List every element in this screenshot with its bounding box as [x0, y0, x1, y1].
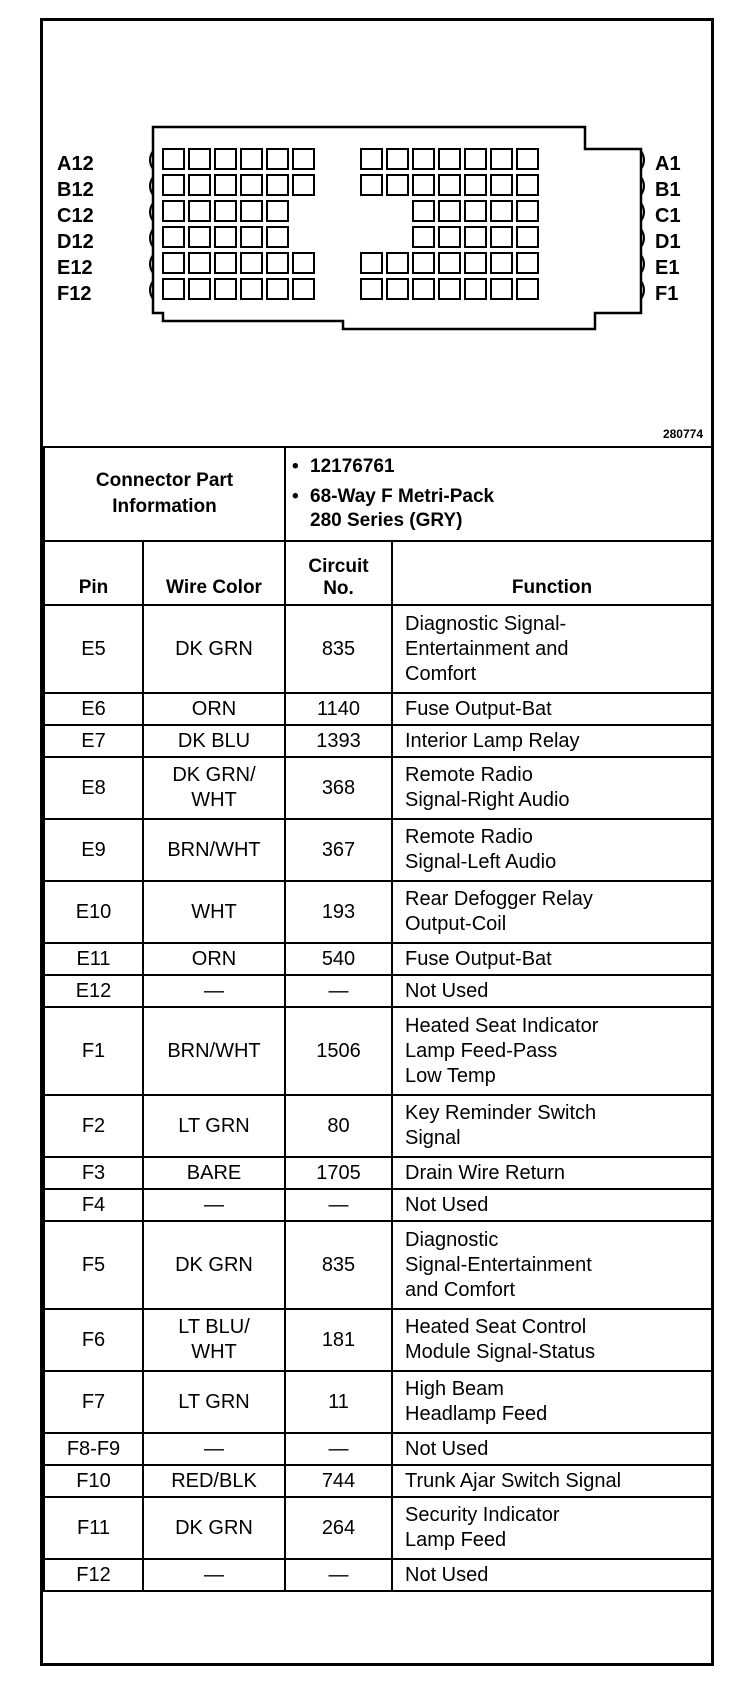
wire-color-line: — [204, 1437, 224, 1460]
function-line: Not Used [405, 1193, 489, 1216]
function-line: Fuse Output-Bat [405, 697, 552, 720]
row-label-left: B12 [57, 179, 94, 201]
pin-cavity [293, 149, 314, 169]
wire-color-cell [143, 1095, 285, 1157]
pin-cell: F6 [44, 1309, 143, 1371]
table-row [44, 1559, 712, 1591]
circuit-cell: 11 [285, 1371, 392, 1433]
header-wire-color: Wire Color [143, 541, 285, 605]
circuit-cell: 193 [285, 881, 392, 943]
pin-cavity [491, 175, 512, 195]
function-line: and Comfort [405, 1278, 516, 1301]
wire-color-line: DK GRN/ [172, 764, 256, 786]
function-line: Signal-Left Audio [405, 851, 557, 873]
function-line: Signal [405, 1127, 461, 1149]
table-row [44, 605, 712, 693]
pin-cavity [241, 279, 262, 299]
circuit-cell: 835 [285, 1221, 392, 1309]
circuit-cell: — [285, 975, 392, 1007]
pin-cavity [517, 227, 538, 247]
circuit-cell: 1705 [285, 1157, 392, 1189]
function-line: Remote Radio [405, 764, 533, 786]
pin-cavity [215, 201, 236, 221]
pin-cavity [163, 227, 184, 247]
wire-color-line: LT GRN [178, 1114, 250, 1137]
row-label-right: E1 [655, 257, 680, 279]
wire-color-cell [143, 881, 285, 943]
table-row [44, 1309, 712, 1371]
connector-info-details [285, 447, 712, 541]
pin-cell: F10 [44, 1465, 143, 1497]
wire-color-line: — [204, 979, 224, 1002]
wire-color-line: ORN [191, 697, 237, 720]
pin-cavity [491, 149, 512, 169]
pin-cavity [163, 279, 184, 299]
pin-cavity [293, 279, 314, 299]
header-circuit-no: Circuit No. [285, 541, 392, 605]
pin-cavity [189, 175, 210, 195]
row-label-right: B1 [655, 179, 681, 201]
pin-cavity [413, 201, 434, 221]
function-line: Heated Seat Indicator [405, 1014, 599, 1037]
circuit-cell: — [285, 1189, 392, 1221]
connector-description-cont: 280 Series (GRY) [310, 510, 463, 531]
pin-cavity [465, 253, 486, 273]
pin-cavity [465, 149, 486, 169]
wire-color-cell [143, 975, 285, 1007]
table-row [44, 975, 712, 1007]
function-line: Lamp Feed-Pass [405, 1039, 558, 1062]
pin-cell: E12 [44, 975, 143, 1007]
table-row [44, 943, 712, 975]
pin-cavity [491, 279, 512, 299]
pin-cavity [189, 201, 210, 221]
pin-cavity [439, 201, 460, 221]
function-line: Lamp Feed [405, 1529, 507, 1551]
function-line: Not Used [405, 1563, 489, 1586]
function-line: Headlamp Feed [405, 1403, 548, 1425]
circuit-cell: 835 [285, 605, 392, 693]
pin-cavity [439, 253, 460, 273]
pin-cavity [361, 175, 382, 195]
pinout-table [43, 446, 713, 1592]
function-cell [392, 943, 712, 975]
pin-cavity [517, 279, 538, 299]
pin-cavity [517, 149, 538, 169]
function-cell [392, 1095, 712, 1157]
pin-cell: F3 [44, 1157, 143, 1189]
function-line: Key Reminder Switch [405, 1102, 597, 1124]
circuit-cell: — [285, 1433, 392, 1465]
wire-color-line: — [204, 1563, 224, 1586]
wire-color-line: BRN/WHT [167, 838, 261, 861]
circuit-cell: 80 [285, 1095, 392, 1157]
connector-info-row [44, 447, 712, 541]
function-line: Drain Wire Return [405, 1161, 566, 1184]
row-label-right: F1 [655, 283, 679, 305]
pin-cavity [189, 279, 210, 299]
wire-color-cell [143, 693, 285, 725]
table-row [44, 1095, 712, 1157]
wire-color-line: — [204, 1193, 224, 1216]
pin-cavity [267, 279, 288, 299]
function-line: Not Used [405, 1437, 489, 1460]
header-row [44, 541, 712, 605]
function-cell [392, 725, 712, 757]
pin-cavity [413, 149, 434, 169]
pin-cavity [413, 279, 434, 299]
wire-color-cell [143, 1189, 285, 1221]
circuit-cell: 1506 [285, 1007, 392, 1095]
connector-description: 68-Way F Metri-Pack [310, 486, 495, 507]
pin-cell: F7 [44, 1371, 143, 1433]
function-line: Trunk Ajar Switch Signal [405, 1469, 622, 1492]
wire-color-cell [143, 725, 285, 757]
pin-cavity [465, 175, 486, 195]
description-line: • 68-Way F Metri-Pack [292, 486, 495, 507]
pin-cavity [267, 253, 288, 273]
wire-color-cell [143, 757, 285, 819]
circuit-cell: 368 [285, 757, 392, 819]
pin-cavity [267, 227, 288, 247]
function-line: Low Temp [405, 1064, 496, 1087]
pin-cell: F11 [44, 1497, 143, 1559]
table-row [44, 1221, 712, 1309]
pin-cavity [215, 149, 236, 169]
pin-cavity [189, 149, 210, 169]
wire-color-cell [143, 1309, 285, 1371]
pin-cavity [387, 175, 408, 195]
row-label-left: C12 [57, 205, 94, 227]
pin-cavity [491, 227, 512, 247]
wire-color-line: ORN [191, 947, 237, 970]
pin-cell: F2 [44, 1095, 143, 1157]
pin-cavity [465, 227, 486, 247]
function-line: Security Indicator [405, 1504, 560, 1526]
wire-color-cell [143, 605, 285, 693]
function-line: Fuse Output-Bat [405, 947, 552, 970]
wire-color-cell [143, 1465, 285, 1497]
figure-number: 280774 [662, 427, 703, 441]
pin-cell: E8 [44, 757, 143, 819]
pin-cell: F1 [44, 1007, 143, 1095]
table-row [44, 757, 712, 819]
function-line: Rear Defogger Relay [405, 888, 593, 910]
pin-cell: E11 [44, 943, 143, 975]
pin-cavity [189, 253, 210, 273]
pin-cavity [189, 227, 210, 247]
wire-color-line: DK GRN [175, 637, 253, 660]
pin-cavity [163, 253, 184, 273]
function-cell [392, 1465, 712, 1497]
header-function: Function [392, 541, 712, 605]
pin-cavity [413, 253, 434, 273]
pin-cavity [439, 149, 460, 169]
table-row [44, 1497, 712, 1559]
pin-cavity [517, 201, 538, 221]
pin-cavity [241, 175, 262, 195]
table-row [44, 1371, 712, 1433]
table-row [44, 881, 712, 943]
circuit-cell: 264 [285, 1497, 392, 1559]
pin-cavity [413, 175, 434, 195]
pin-cavity [361, 253, 382, 273]
pin-cavity [267, 201, 288, 221]
function-cell [392, 1433, 712, 1465]
pin-cavity [215, 279, 236, 299]
wire-color-cell [143, 1007, 285, 1095]
pin-cavity [163, 175, 184, 195]
pin-cavity [517, 175, 538, 195]
pin-cell: F12 [44, 1559, 143, 1591]
wire-color-cell [143, 1497, 285, 1559]
table-row [44, 693, 712, 725]
function-line: Entertainment and [405, 637, 569, 660]
function-line: Module Signal-Status [405, 1341, 596, 1363]
pin-cell: E6 [44, 693, 143, 725]
connector-diagram [43, 21, 711, 446]
function-cell [392, 1007, 712, 1095]
circuit-cell: 744 [285, 1465, 392, 1497]
header-pin: Pin [44, 541, 143, 605]
pin-cavity [267, 175, 288, 195]
pin-cavity [465, 201, 486, 221]
circuit-cell: 540 [285, 943, 392, 975]
wire-color-line: DK BLU [177, 729, 251, 752]
wire-color-cell [143, 819, 285, 881]
pin-cavity [215, 253, 236, 273]
pin-cavity [293, 253, 314, 273]
function-cell [392, 975, 712, 1007]
row-label-left: A12 [57, 153, 94, 175]
function-line: Interior Lamp Relay [405, 729, 580, 752]
function-line: Heated Seat Control [405, 1316, 587, 1338]
row-label-left: D12 [57, 231, 94, 253]
function-line: Diagnostic [405, 1228, 499, 1251]
circuit-cell: 1140 [285, 693, 392, 725]
pin-cavity [439, 227, 460, 247]
table-row [44, 1433, 712, 1465]
pin-cavity [163, 201, 184, 221]
page-frame [40, 18, 714, 1666]
pin-cavity [241, 201, 262, 221]
pin-cavity [215, 227, 236, 247]
connector-outline [43, 21, 711, 446]
function-cell [392, 693, 712, 725]
circuit-cell: 181 [285, 1309, 392, 1371]
function-cell [392, 1157, 712, 1189]
pin-cavity [293, 175, 314, 195]
table-row [44, 1465, 712, 1497]
pin-cavity [215, 175, 236, 195]
pin-cavity [387, 253, 408, 273]
pin-cell: E10 [44, 881, 143, 943]
table-row [44, 1157, 712, 1189]
pin-cavity [163, 149, 184, 169]
wire-color-line: BRN/WHT [167, 1039, 261, 1062]
pin-cavity [361, 149, 382, 169]
circuit-cell: — [285, 1559, 392, 1591]
pin-cell: F8-F9 [44, 1433, 143, 1465]
wire-color-line: LT BLU/ [178, 1316, 250, 1338]
pin-cell: F4 [44, 1189, 143, 1221]
function-cell [392, 1371, 712, 1433]
pin-cavity [439, 279, 460, 299]
function-cell [392, 1221, 712, 1309]
pin-cavity [387, 149, 408, 169]
function-line: Signal-Right Audio [405, 789, 570, 811]
function-cell [392, 1559, 712, 1591]
function-line: Signal-Entertainment [405, 1253, 592, 1276]
wire-color-line: WHT [191, 900, 237, 923]
wire-color-line: WHT [191, 789, 237, 811]
pin-cell: E5 [44, 605, 143, 693]
table-row [44, 725, 712, 757]
wire-color-line: DK GRN [175, 1253, 253, 1276]
connector-info-label: Connector Part Information [44, 447, 285, 541]
function-cell [392, 881, 712, 943]
pin-cell: F5 [44, 1221, 143, 1309]
row-label-left: F12 [57, 283, 92, 305]
table-body [44, 605, 712, 1591]
pin-cell: E9 [44, 819, 143, 881]
part-number: 12176761 [310, 456, 395, 477]
pin-cavity [465, 279, 486, 299]
circuit-cell: 1393 [285, 725, 392, 757]
row-label-right: A1 [655, 153, 681, 175]
wire-color-line: BARE [186, 1161, 242, 1184]
wire-color-line: WHT [191, 1341, 237, 1363]
pin-cavity [491, 253, 512, 273]
row-label-right: C1 [655, 205, 681, 227]
pin-cavity [517, 253, 538, 273]
table-row [44, 1007, 712, 1095]
function-line: Output-Coil [405, 913, 507, 935]
pin-cavity [491, 201, 512, 221]
pin-cavity [241, 227, 262, 247]
circuit-cell: 367 [285, 819, 392, 881]
function-line: Not Used [405, 979, 489, 1002]
function-cell [392, 1189, 712, 1221]
pin-cavity [241, 149, 262, 169]
wire-color-line: DK GRN [175, 1516, 253, 1539]
wire-color-cell [143, 943, 285, 975]
function-cell [392, 1497, 712, 1559]
wire-color-cell [143, 1433, 285, 1465]
function-cell [392, 605, 712, 693]
pin-cavity [413, 227, 434, 247]
pin-cavity [361, 279, 382, 299]
wire-color-cell [143, 1371, 285, 1433]
function-line: Remote Radio [405, 826, 533, 848]
wire-color-line: LT GRN [178, 1390, 250, 1413]
function-line: High Beam [405, 1378, 504, 1400]
pin-cavity [241, 253, 262, 273]
wire-color-cell [143, 1559, 285, 1591]
table-row [44, 819, 712, 881]
wire-color-cell [143, 1157, 285, 1189]
part-number-line: • 12176761 [292, 456, 395, 477]
row-label-right: D1 [655, 231, 681, 253]
wire-color-line: RED/BLK [171, 1469, 257, 1492]
pin-cavity [267, 149, 288, 169]
function-cell [392, 1309, 712, 1371]
function-line: Comfort [405, 662, 477, 685]
pin-cavity [387, 279, 408, 299]
function-cell [392, 819, 712, 881]
function-line: Diagnostic Signal- [405, 612, 567, 635]
pin-cavity [439, 175, 460, 195]
wire-color-cell [143, 1221, 285, 1309]
function-cell [392, 757, 712, 819]
table-row [44, 1189, 712, 1221]
row-label-left: E12 [57, 257, 93, 279]
pin-cell: E7 [44, 725, 143, 757]
